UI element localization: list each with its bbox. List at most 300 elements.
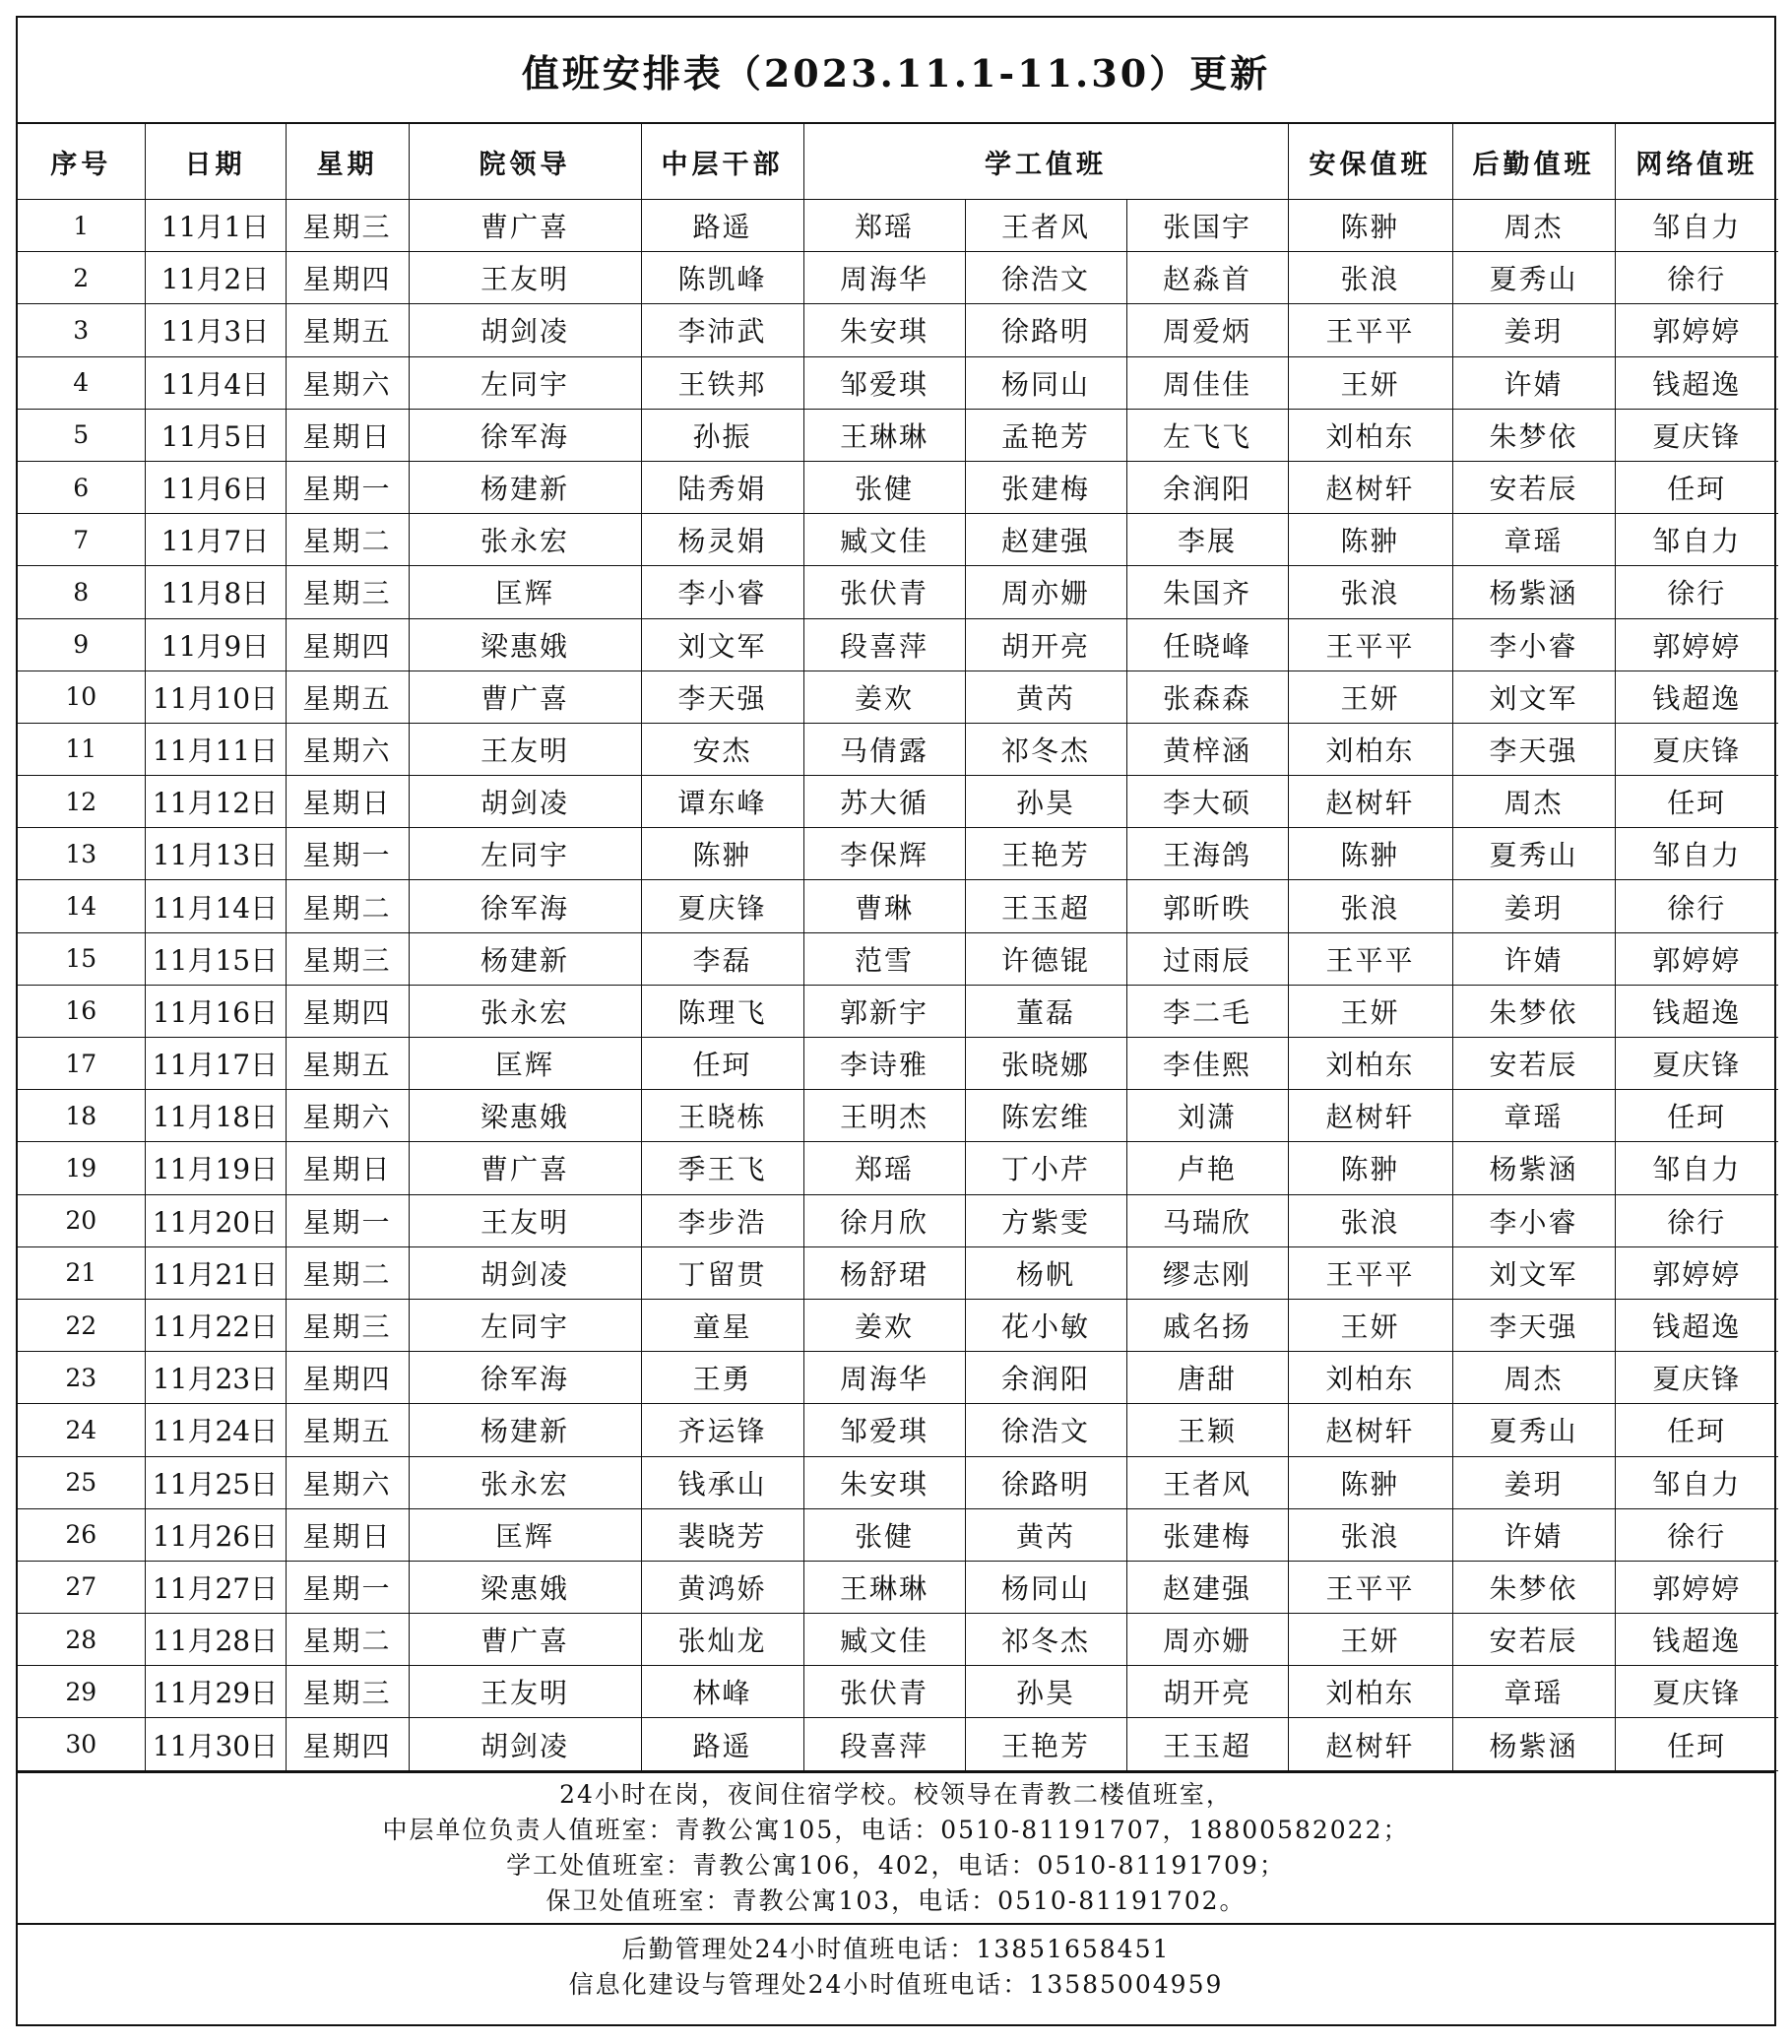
col-header-security: 安保值班 bbox=[1288, 124, 1452, 200]
duty-schedule-sheet bbox=[16, 16, 1776, 2026]
cell-network: 钱超逸 bbox=[1615, 356, 1778, 409]
cell-middle-manager: 陆秀娟 bbox=[641, 461, 803, 513]
cell-student-duty: 赵建强 bbox=[965, 514, 1126, 566]
cell-student-duty: 孟艳芳 bbox=[965, 409, 1126, 461]
cell-seq: 18 bbox=[18, 1090, 145, 1142]
cell-middle-manager: 张灿龙 bbox=[641, 1614, 803, 1666]
cell-weekday: 星期日 bbox=[286, 409, 409, 461]
cell-date: 11月29日 bbox=[145, 1666, 286, 1718]
note-line: 24小时在岗，夜间住宿学校。校领导在青教二楼值班室， bbox=[559, 1779, 1233, 1809]
cell-student-duty: 周海华 bbox=[803, 252, 965, 304]
cell-student-duty: 马瑞欣 bbox=[1126, 1194, 1288, 1246]
cell-student-duty: 卢艳 bbox=[1126, 1142, 1288, 1194]
cell-network: 邹自力 bbox=[1615, 1142, 1778, 1194]
cell-middle-manager: 李小睿 bbox=[641, 566, 803, 618]
cell-middle-manager: 安杰 bbox=[641, 723, 803, 775]
cell-middle-manager: 裴晓芳 bbox=[641, 1508, 803, 1561]
table-row bbox=[18, 723, 1778, 775]
cell-student-duty: 许德锟 bbox=[965, 932, 1126, 985]
cell-student-duty: 黄梓涵 bbox=[1126, 723, 1288, 775]
cell-student-duty: 张伏青 bbox=[803, 566, 965, 618]
cell-security: 王平平 bbox=[1288, 304, 1452, 356]
cell-logistics: 夏秀山 bbox=[1452, 252, 1615, 304]
hotline-block bbox=[18, 1923, 1774, 2010]
cell-logistics: 姜玥 bbox=[1452, 304, 1615, 356]
cell-student-duty: 张伏青 bbox=[803, 1666, 965, 1718]
cell-network: 任珂 bbox=[1615, 776, 1778, 828]
cell-date: 11月8日 bbox=[145, 566, 286, 618]
cell-seq: 7 bbox=[18, 514, 145, 566]
table-row bbox=[18, 304, 1778, 356]
cell-date: 11月12日 bbox=[145, 776, 286, 828]
cell-logistics: 杨紫涵 bbox=[1452, 1718, 1615, 1770]
cell-middle-manager: 陈翀 bbox=[641, 828, 803, 880]
cell-network: 夏庆锋 bbox=[1615, 1352, 1778, 1404]
cell-seq: 21 bbox=[18, 1246, 145, 1299]
cell-logistics: 安若辰 bbox=[1452, 1614, 1615, 1666]
table-row bbox=[18, 1456, 1778, 1508]
cell-student-duty: 王颖 bbox=[1126, 1404, 1288, 1456]
cell-seq: 29 bbox=[18, 1666, 145, 1718]
cell-student-duty: 段喜萍 bbox=[803, 618, 965, 671]
cell-weekday: 星期六 bbox=[286, 1090, 409, 1142]
cell-seq: 25 bbox=[18, 1456, 145, 1508]
cell-middle-manager: 谭东峰 bbox=[641, 776, 803, 828]
cell-student-duty: 徐路明 bbox=[965, 1456, 1126, 1508]
col-header-leader: 院领导 bbox=[409, 124, 641, 200]
cell-student-duty: 王者风 bbox=[1126, 1456, 1288, 1508]
cell-logistics: 李天强 bbox=[1452, 723, 1615, 775]
cell-date: 11月13日 bbox=[145, 828, 286, 880]
cell-leader: 张永宏 bbox=[409, 985, 641, 1037]
table-row bbox=[18, 1142, 1778, 1194]
cell-student-duty: 郭新宇 bbox=[803, 985, 965, 1037]
cell-leader: 杨建新 bbox=[409, 1404, 641, 1456]
table-header-row bbox=[18, 124, 1778, 200]
cell-student-duty: 朱国齐 bbox=[1126, 566, 1288, 618]
cell-security: 陈翀 bbox=[1288, 1142, 1452, 1194]
cell-student-duty: 臧文佳 bbox=[803, 1614, 965, 1666]
cell-seq: 3 bbox=[18, 304, 145, 356]
cell-network: 任珂 bbox=[1615, 1404, 1778, 1456]
col-header-network: 网络值班 bbox=[1615, 124, 1778, 200]
table-row bbox=[18, 1038, 1778, 1090]
title-row bbox=[18, 18, 1774, 124]
cell-leader: 梁惠娥 bbox=[409, 618, 641, 671]
cell-student-duty: 王琳琳 bbox=[803, 409, 965, 461]
cell-seq: 10 bbox=[18, 671, 145, 723]
cell-seq: 20 bbox=[18, 1194, 145, 1246]
cell-student-duty: 任晓峰 bbox=[1126, 618, 1288, 671]
cell-middle-manager: 钱承山 bbox=[641, 1456, 803, 1508]
cell-logistics: 姜玥 bbox=[1452, 1456, 1615, 1508]
cell-date: 11月19日 bbox=[145, 1142, 286, 1194]
cell-weekday: 星期三 bbox=[286, 1299, 409, 1351]
cell-leader: 胡剑凌 bbox=[409, 1246, 641, 1299]
cell-student-duty: 黄芮 bbox=[965, 671, 1126, 723]
cell-leader: 左同宇 bbox=[409, 356, 641, 409]
cell-date: 11月6日 bbox=[145, 461, 286, 513]
cell-logistics: 姜玥 bbox=[1452, 880, 1615, 932]
cell-network: 任珂 bbox=[1615, 461, 1778, 513]
cell-middle-manager: 陈凯峰 bbox=[641, 252, 803, 304]
cell-logistics: 章瑶 bbox=[1452, 514, 1615, 566]
cell-student-duty: 缪志刚 bbox=[1126, 1246, 1288, 1299]
cell-security: 王平平 bbox=[1288, 1246, 1452, 1299]
cell-security: 王平平 bbox=[1288, 932, 1452, 985]
cell-leader: 杨建新 bbox=[409, 932, 641, 985]
cell-logistics: 李小睿 bbox=[1452, 1194, 1615, 1246]
cell-student-duty: 祁冬杰 bbox=[965, 723, 1126, 775]
cell-leader: 匡辉 bbox=[409, 1038, 641, 1090]
cell-student-duty: 周亦姗 bbox=[965, 566, 1126, 618]
cell-student-duty: 赵建强 bbox=[1126, 1561, 1288, 1613]
cell-network: 徐行 bbox=[1615, 880, 1778, 932]
cell-student-duty: 孙昊 bbox=[965, 776, 1126, 828]
cell-student-duty: 胡开亮 bbox=[965, 618, 1126, 671]
cell-security: 王妍 bbox=[1288, 671, 1452, 723]
cell-leader: 曹广喜 bbox=[409, 1142, 641, 1194]
cell-security: 赵树轩 bbox=[1288, 1090, 1452, 1142]
cell-weekday: 星期四 bbox=[286, 1718, 409, 1770]
cell-weekday: 星期一 bbox=[286, 461, 409, 513]
cell-student-duty: 胡开亮 bbox=[1126, 1666, 1288, 1718]
cell-weekday: 星期四 bbox=[286, 1352, 409, 1404]
cell-seq: 1 bbox=[18, 200, 145, 252]
cell-security: 赵树轩 bbox=[1288, 461, 1452, 513]
cell-middle-manager: 齐运锋 bbox=[641, 1404, 803, 1456]
cell-student-duty: 杨同山 bbox=[965, 1561, 1126, 1613]
cell-weekday: 星期二 bbox=[286, 880, 409, 932]
cell-student-duty: 徐浩文 bbox=[965, 252, 1126, 304]
cell-middle-manager: 李步浩 bbox=[641, 1194, 803, 1246]
cell-network: 夏庆锋 bbox=[1615, 1038, 1778, 1090]
cell-date: 11月5日 bbox=[145, 409, 286, 461]
table-row bbox=[18, 828, 1778, 880]
cell-date: 11月3日 bbox=[145, 304, 286, 356]
cell-network: 郭婷婷 bbox=[1615, 304, 1778, 356]
cell-network: 任珂 bbox=[1615, 1718, 1778, 1770]
cell-middle-manager: 李天强 bbox=[641, 671, 803, 723]
cell-security: 陈翀 bbox=[1288, 828, 1452, 880]
cell-student-duty: 朱安琪 bbox=[803, 1456, 965, 1508]
cell-seq: 4 bbox=[18, 356, 145, 409]
cell-weekday: 星期三 bbox=[286, 932, 409, 985]
cell-leader: 左同宇 bbox=[409, 828, 641, 880]
cell-logistics: 安若辰 bbox=[1452, 1038, 1615, 1090]
cell-security: 张浪 bbox=[1288, 1194, 1452, 1246]
cell-student-duty: 郭昕昳 bbox=[1126, 880, 1288, 932]
table-row bbox=[18, 618, 1778, 671]
cell-student-duty: 李展 bbox=[1126, 514, 1288, 566]
cell-leader: 张永宏 bbox=[409, 514, 641, 566]
cell-date: 11月24日 bbox=[145, 1404, 286, 1456]
cell-logistics: 许婧 bbox=[1452, 1508, 1615, 1561]
table-row bbox=[18, 1666, 1778, 1718]
cell-logistics: 夏秀山 bbox=[1452, 1404, 1615, 1456]
cell-weekday: 星期三 bbox=[286, 566, 409, 618]
cell-middle-manager: 刘文军 bbox=[641, 618, 803, 671]
cell-student-duty: 周爱炳 bbox=[1126, 304, 1288, 356]
cell-middle-manager: 丁留贯 bbox=[641, 1246, 803, 1299]
cell-weekday: 星期五 bbox=[286, 671, 409, 723]
table-row bbox=[18, 776, 1778, 828]
cell-security: 赵树轩 bbox=[1288, 776, 1452, 828]
cell-logistics: 刘文军 bbox=[1452, 671, 1615, 723]
cell-weekday: 星期一 bbox=[286, 1194, 409, 1246]
cell-logistics: 朱梦依 bbox=[1452, 985, 1615, 1037]
cell-middle-manager: 王勇 bbox=[641, 1352, 803, 1404]
cell-seq: 27 bbox=[18, 1561, 145, 1613]
cell-security: 陈翀 bbox=[1288, 1456, 1452, 1508]
cell-security: 赵树轩 bbox=[1288, 1718, 1452, 1770]
cell-date: 11月17日 bbox=[145, 1038, 286, 1090]
cell-security: 刘柏东 bbox=[1288, 1666, 1452, 1718]
cell-student-duty: 张健 bbox=[803, 461, 965, 513]
cell-seq: 16 bbox=[18, 985, 145, 1037]
cell-weekday: 星期五 bbox=[286, 1404, 409, 1456]
cell-student-duty: 范雪 bbox=[803, 932, 965, 985]
cell-leader: 徐军海 bbox=[409, 1352, 641, 1404]
cell-student-duty: 徐月欣 bbox=[803, 1194, 965, 1246]
cell-student-duty: 张建梅 bbox=[1126, 1508, 1288, 1561]
cell-student-duty: 李佳熙 bbox=[1126, 1038, 1288, 1090]
cell-student-duty: 姜欢 bbox=[803, 1299, 965, 1351]
cell-student-duty: 郑瑶 bbox=[803, 200, 965, 252]
cell-seq: 8 bbox=[18, 566, 145, 618]
cell-network: 任珂 bbox=[1615, 1090, 1778, 1142]
cell-network: 钱超逸 bbox=[1615, 1299, 1778, 1351]
cell-security: 王妍 bbox=[1288, 1614, 1452, 1666]
cell-date: 11月7日 bbox=[145, 514, 286, 566]
notes-block bbox=[18, 1771, 1774, 1923]
table-row bbox=[18, 1299, 1778, 1351]
col-header-student-affairs: 学工值班 bbox=[803, 124, 1288, 200]
note-line: 学工处值班室：青教公寓106，402，电话：0510-81191709； bbox=[506, 1850, 1286, 1880]
cell-leader: 胡剑凌 bbox=[409, 776, 641, 828]
cell-student-duty: 左飞飞 bbox=[1126, 409, 1288, 461]
cell-student-duty: 王艳芳 bbox=[965, 1718, 1126, 1770]
cell-student-duty: 王玉超 bbox=[965, 880, 1126, 932]
cell-student-duty: 祁冬杰 bbox=[965, 1614, 1126, 1666]
cell-logistics: 刘文军 bbox=[1452, 1246, 1615, 1299]
cell-weekday: 星期二 bbox=[286, 1614, 409, 1666]
cell-logistics: 许婧 bbox=[1452, 932, 1615, 985]
col-header-seq: 序号 bbox=[18, 124, 145, 200]
table-row bbox=[18, 985, 1778, 1037]
cell-date: 11月11日 bbox=[145, 723, 286, 775]
cell-student-duty: 王明杰 bbox=[803, 1090, 965, 1142]
cell-weekday: 星期日 bbox=[286, 1508, 409, 1561]
cell-student-duty: 马倩露 bbox=[803, 723, 965, 775]
table-row bbox=[18, 1194, 1778, 1246]
cell-seq: 19 bbox=[18, 1142, 145, 1194]
cell-date: 11月23日 bbox=[145, 1352, 286, 1404]
cell-leader: 梁惠娥 bbox=[409, 1561, 641, 1613]
cell-logistics: 朱梦依 bbox=[1452, 1561, 1615, 1613]
cell-security: 刘柏东 bbox=[1288, 1352, 1452, 1404]
cell-network: 钱超逸 bbox=[1615, 1614, 1778, 1666]
cell-logistics: 李天强 bbox=[1452, 1299, 1615, 1351]
cell-date: 11月21日 bbox=[145, 1246, 286, 1299]
table-row bbox=[18, 200, 1778, 252]
cell-logistics: 章瑶 bbox=[1452, 1666, 1615, 1718]
cell-middle-manager: 李磊 bbox=[641, 932, 803, 985]
cell-network: 钱超逸 bbox=[1615, 671, 1778, 723]
cell-seq: 2 bbox=[18, 252, 145, 304]
cell-student-duty: 过雨辰 bbox=[1126, 932, 1288, 985]
cell-student-duty: 邹爱琪 bbox=[803, 356, 965, 409]
cell-network: 徐行 bbox=[1615, 566, 1778, 618]
cell-student-duty: 花小敏 bbox=[965, 1299, 1126, 1351]
cell-security: 张浪 bbox=[1288, 880, 1452, 932]
cell-leader: 杨建新 bbox=[409, 461, 641, 513]
cell-date: 11月20日 bbox=[145, 1194, 286, 1246]
cell-weekday: 星期日 bbox=[286, 1142, 409, 1194]
cell-student-duty: 曹琳 bbox=[803, 880, 965, 932]
table-row bbox=[18, 1090, 1778, 1142]
cell-network: 郭婷婷 bbox=[1615, 618, 1778, 671]
cell-leader: 徐军海 bbox=[409, 409, 641, 461]
cell-weekday: 星期三 bbox=[286, 200, 409, 252]
cell-date: 11月16日 bbox=[145, 985, 286, 1037]
cell-security: 王妍 bbox=[1288, 985, 1452, 1037]
cell-date: 11月2日 bbox=[145, 252, 286, 304]
cell-middle-manager: 孙振 bbox=[641, 409, 803, 461]
cell-student-duty: 段喜萍 bbox=[803, 1718, 965, 1770]
table-row bbox=[18, 1508, 1778, 1561]
cell-logistics: 周杰 bbox=[1452, 200, 1615, 252]
cell-logistics: 安若辰 bbox=[1452, 461, 1615, 513]
cell-date: 11月22日 bbox=[145, 1299, 286, 1351]
cell-student-duty: 余润阳 bbox=[1126, 461, 1288, 513]
cell-student-duty: 王海鸽 bbox=[1126, 828, 1288, 880]
cell-leader: 曹广喜 bbox=[409, 671, 641, 723]
cell-seq: 28 bbox=[18, 1614, 145, 1666]
cell-student-duty: 李保辉 bbox=[803, 828, 965, 880]
cell-leader: 王友明 bbox=[409, 1666, 641, 1718]
cell-weekday: 星期四 bbox=[286, 985, 409, 1037]
cell-date: 11月14日 bbox=[145, 880, 286, 932]
cell-network: 郭婷婷 bbox=[1615, 1246, 1778, 1299]
hotline-line: 后勤管理处24小时值班电话：13851658451 bbox=[621, 1934, 1171, 1963]
cell-date: 11月9日 bbox=[145, 618, 286, 671]
cell-weekday: 星期二 bbox=[286, 1246, 409, 1299]
cell-student-duty: 杨舒珺 bbox=[803, 1246, 965, 1299]
cell-weekday: 星期二 bbox=[286, 514, 409, 566]
cell-student-duty: 臧文佳 bbox=[803, 514, 965, 566]
table-row bbox=[18, 1561, 1778, 1613]
cell-seq: 24 bbox=[18, 1404, 145, 1456]
cell-weekday: 星期五 bbox=[286, 1038, 409, 1090]
cell-student-duty: 方紫雯 bbox=[965, 1194, 1126, 1246]
cell-student-duty: 李诗雅 bbox=[803, 1038, 965, 1090]
cell-leader: 梁惠娥 bbox=[409, 1090, 641, 1142]
cell-date: 11月4日 bbox=[145, 356, 286, 409]
cell-student-duty: 邹爱琪 bbox=[803, 1404, 965, 1456]
cell-middle-manager: 杨灵娟 bbox=[641, 514, 803, 566]
cell-middle-manager: 路遥 bbox=[641, 1718, 803, 1770]
cell-weekday: 星期一 bbox=[286, 1561, 409, 1613]
schedule-body bbox=[18, 200, 1778, 1771]
table-row bbox=[18, 1404, 1778, 1456]
table-row bbox=[18, 514, 1778, 566]
cell-student-duty: 姜欢 bbox=[803, 671, 965, 723]
cell-seq: 14 bbox=[18, 880, 145, 932]
table-row bbox=[18, 409, 1778, 461]
cell-leader: 左同宇 bbox=[409, 1299, 641, 1351]
cell-student-duty: 王艳芳 bbox=[965, 828, 1126, 880]
cell-date: 11月18日 bbox=[145, 1090, 286, 1142]
col-header-logistics: 后勤值班 bbox=[1452, 124, 1615, 200]
cell-seq: 11 bbox=[18, 723, 145, 775]
cell-security: 张浪 bbox=[1288, 1508, 1452, 1561]
cell-seq: 23 bbox=[18, 1352, 145, 1404]
cell-weekday: 星期四 bbox=[286, 252, 409, 304]
cell-logistics: 许婧 bbox=[1452, 356, 1615, 409]
table-row bbox=[18, 252, 1778, 304]
cell-weekday: 星期五 bbox=[286, 304, 409, 356]
cell-student-duty: 徐路明 bbox=[965, 304, 1126, 356]
cell-security: 陈翀 bbox=[1288, 514, 1452, 566]
cell-weekday: 星期三 bbox=[286, 1666, 409, 1718]
cell-security: 陈翀 bbox=[1288, 200, 1452, 252]
cell-logistics: 杨紫涵 bbox=[1452, 566, 1615, 618]
cell-security: 刘柏东 bbox=[1288, 1038, 1452, 1090]
cell-weekday: 星期一 bbox=[286, 828, 409, 880]
cell-seq: 15 bbox=[18, 932, 145, 985]
cell-weekday: 星期六 bbox=[286, 723, 409, 775]
cell-weekday: 星期日 bbox=[286, 776, 409, 828]
cell-student-duty: 苏大循 bbox=[803, 776, 965, 828]
cell-date: 11月25日 bbox=[145, 1456, 286, 1508]
cell-student-duty: 郑瑶 bbox=[803, 1142, 965, 1194]
cell-network: 邹自力 bbox=[1615, 514, 1778, 566]
cell-student-duty: 朱安琪 bbox=[803, 304, 965, 356]
cell-date: 11月28日 bbox=[145, 1614, 286, 1666]
cell-seq: 9 bbox=[18, 618, 145, 671]
page-title: 值班安排表（2023.11.1-11.30）更新 bbox=[521, 50, 1271, 96]
cell-middle-manager: 夏庆锋 bbox=[641, 880, 803, 932]
cell-student-duty: 周佳佳 bbox=[1126, 356, 1288, 409]
table-row bbox=[18, 671, 1778, 723]
cell-student-duty: 唐甜 bbox=[1126, 1352, 1288, 1404]
cell-seq: 13 bbox=[18, 828, 145, 880]
cell-network: 徐行 bbox=[1615, 1508, 1778, 1561]
cell-security: 刘柏东 bbox=[1288, 409, 1452, 461]
table-row bbox=[18, 1246, 1778, 1299]
cell-student-duty: 刘潇 bbox=[1126, 1090, 1288, 1142]
table-row bbox=[18, 461, 1778, 513]
cell-date: 11月26日 bbox=[145, 1508, 286, 1561]
cell-middle-manager: 路遥 bbox=[641, 200, 803, 252]
cell-weekday: 星期六 bbox=[286, 1456, 409, 1508]
cell-student-duty: 黄芮 bbox=[965, 1508, 1126, 1561]
note-line: 保卫处值班室：青教公寓103，电话：0510-81191702。 bbox=[545, 1885, 1247, 1915]
cell-seq: 5 bbox=[18, 409, 145, 461]
cell-network: 徐行 bbox=[1615, 252, 1778, 304]
cell-logistics: 周杰 bbox=[1452, 776, 1615, 828]
col-header-middle-manager: 中层干部 bbox=[641, 124, 803, 200]
cell-date: 11月1日 bbox=[145, 200, 286, 252]
cell-security: 王平平 bbox=[1288, 1561, 1452, 1613]
cell-student-duty: 张健 bbox=[803, 1508, 965, 1561]
cell-seq: 26 bbox=[18, 1508, 145, 1561]
cell-student-duty: 徐浩文 bbox=[965, 1404, 1126, 1456]
cell-weekday: 星期六 bbox=[286, 356, 409, 409]
cell-student-duty: 张建梅 bbox=[965, 461, 1126, 513]
cell-middle-manager: 季王飞 bbox=[641, 1142, 803, 1194]
